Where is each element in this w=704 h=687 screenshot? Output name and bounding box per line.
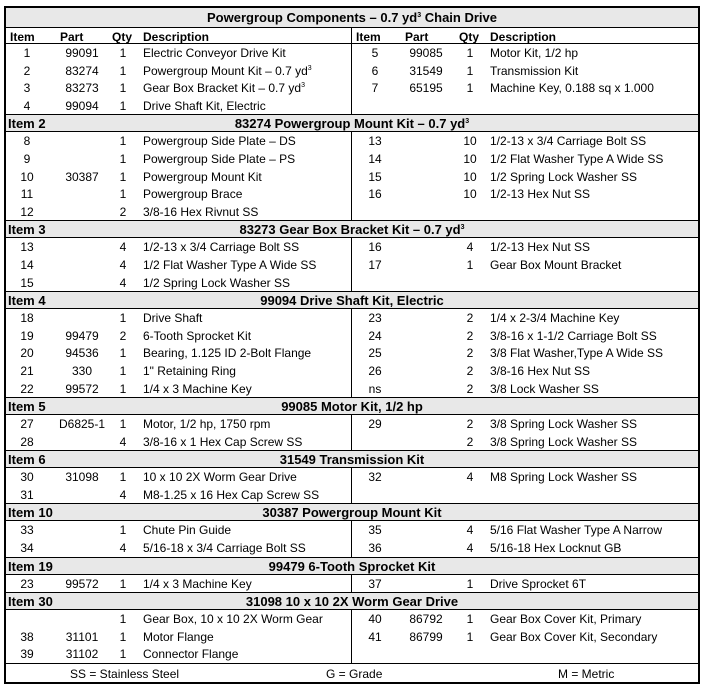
right-item-cell: 32 — [368, 470, 382, 485]
left-item-cell: 1 — [23, 46, 31, 60]
right-description-cell: 1/2 Spring Lock Washer SS — [490, 169, 637, 184]
table-row — [6, 79, 698, 97]
right-qty-cell: 2 — [466, 417, 474, 432]
left-qty-cell: 1 — [119, 470, 127, 485]
left-item-cell: 13 — [20, 240, 34, 255]
table-row — [6, 62, 698, 80]
column-divider — [351, 28, 352, 43]
section-header — [6, 114, 698, 132]
left-description-cell: 1/2-13 x 3/4 Carriage Bolt SS — [143, 240, 300, 255]
left-description-cell: Drive Shaft — [143, 311, 203, 326]
right-item-cell: 41 — [368, 629, 382, 644]
table-row — [6, 185, 698, 203]
right-qty-cell: 4 — [466, 470, 474, 485]
right-item-cell: 24 — [368, 328, 382, 343]
column-header-row — [6, 28, 698, 44]
right-qty-cell: 2 — [466, 311, 474, 326]
section-item-label: Item 19 — [8, 558, 53, 574]
left-item-cell: 10 — [20, 169, 34, 184]
right-description-cell: 5/16 Flat Washer Type A Narrow — [490, 523, 663, 538]
right-item-cell: 29 — [368, 417, 382, 432]
left-qty-cell: 2 — [119, 204, 127, 219]
left-description-cell: 5/16-18 x 3/4 Carriage Bolt SS — [143, 541, 306, 556]
left-qty-cell: 1 — [119, 647, 127, 662]
column-divider — [351, 521, 352, 539]
section-header — [6, 291, 698, 309]
column-divider — [351, 539, 352, 557]
section-item-label: Item 6 — [8, 452, 46, 468]
column-divider — [351, 203, 352, 221]
left-part-cell: 99572 — [65, 576, 99, 591]
column-divider — [351, 645, 352, 663]
right-part-cell: 65195 — [409, 81, 443, 96]
header-description: Description — [143, 30, 210, 44]
left-qty-cell: 1 — [119, 311, 127, 326]
section-item-label: Item 10 — [8, 505, 53, 521]
section-item-label: Item 30 — [8, 594, 53, 610]
right-description-cell: 1/2-13 x 3/4 Carriage Bolt SS — [490, 134, 647, 149]
left-part-cell: 83273 — [65, 81, 99, 96]
section-title: 31549 Transmission Kit — [279, 452, 425, 468]
left-item-cell: 33 — [20, 523, 34, 538]
column-divider — [351, 344, 352, 362]
right-description-cell: 1/4 x 2-3/4 Machine Key — [490, 311, 620, 326]
section-header — [6, 220, 698, 238]
left-qty-cell: 4 — [119, 257, 127, 272]
column-divider — [351, 362, 352, 380]
left-item-cell: 20 — [20, 346, 34, 361]
table-row — [6, 344, 698, 362]
right-description-cell: Drive Sprocket 6T — [490, 576, 587, 591]
left-item-cell: 30 — [20, 470, 34, 485]
right-description-cell: Gear Box Cover Kit, Secondary — [490, 629, 658, 644]
left-description-cell: Bearing, 1.125 ID 2-Bolt Flange — [143, 346, 312, 361]
left-part-cell: 94536 — [65, 346, 99, 361]
left-qty-cell: 1 — [119, 46, 127, 60]
left-part-cell: 99479 — [65, 328, 99, 343]
right-qty-cell: 2 — [466, 363, 474, 378]
left-qty-cell: 4 — [119, 275, 127, 290]
left-description-cell: 1/4 x 3 Machine Key — [143, 381, 252, 396]
right-item-cell: 25 — [368, 346, 382, 361]
left-description-cell: 10 x 10 2X Worm Gear Drive — [143, 470, 297, 485]
right-qty-cell: 1 — [466, 46, 474, 60]
column-divider — [351, 628, 352, 646]
column-divider — [351, 575, 352, 593]
right-part-cell: 99085 — [409, 46, 443, 60]
column-divider — [351, 433, 352, 451]
left-description-cell: 1/2 Spring Lock Washer SS — [143, 275, 290, 290]
right-description-cell: 5/16-18 Hex Locknut GB — [490, 541, 622, 556]
left-description-cell: Motor Flange — [143, 629, 214, 644]
table-row — [6, 203, 698, 221]
left-description-cell: 3/8-16 Hex Rivnut SS — [143, 204, 259, 219]
table-title: Powergroup Components – 0.7 $yd^3$ Chain Drive — [207, 10, 497, 25]
left-item-cell: 39 — [20, 647, 34, 662]
left-description-cell: Powergroup Mount Kit – 0.7 $yd^3$ — [143, 63, 312, 78]
table-row — [6, 150, 698, 168]
left-item-cell: 9 — [23, 151, 31, 166]
left-item-cell: 8 — [23, 134, 31, 149]
left-description-cell: 1" Retaining Ring — [143, 363, 236, 378]
right-item-cell: 7 — [371, 81, 379, 96]
section-header — [6, 450, 698, 468]
left-qty-cell: 2 — [119, 328, 127, 343]
right-description-cell: Gear Box Mount Bracket — [490, 257, 622, 272]
legend-grade: G = Grade — [326, 667, 383, 682]
left-qty-cell: 1 — [119, 629, 127, 644]
right-description-cell: 3/8 Spring Lock Washer SS — [490, 417, 637, 432]
right-item-cell: 26 — [368, 363, 382, 378]
left-item-cell: 2 — [23, 63, 31, 78]
left-description-cell: Powergroup Side Plate – PS — [143, 151, 296, 166]
right-description-cell: Machine Key, 0.188 sq x 1.000 — [490, 81, 654, 96]
section-title: 30387 Powergroup Mount Kit — [262, 505, 442, 521]
right-item-cell: 37 — [368, 576, 382, 591]
table-row — [6, 97, 698, 115]
left-description-cell: Gear Box, 10 x 10 2X Worm Gear — [143, 612, 323, 627]
section-title: 99479 6-Tooth Sprocket Kit — [268, 558, 436, 574]
table-row — [6, 645, 698, 663]
right-item-cell: 40 — [368, 612, 382, 627]
column-divider — [351, 150, 352, 168]
section-item-label: Item 4 — [8, 293, 46, 309]
right-description-cell: 3/8-16 x 1-1/2 Carriage Bolt SS — [490, 328, 657, 343]
column-divider — [351, 256, 352, 274]
header-description-right: Description — [490, 30, 557, 44]
right-qty-cell: 4 — [466, 240, 474, 255]
table-row — [6, 362, 698, 380]
left-qty-cell: 1 — [119, 134, 127, 149]
left-description-cell: Powergroup Side Plate – DS — [143, 134, 296, 149]
table-row — [6, 380, 698, 398]
table-row — [6, 238, 698, 256]
right-qty-cell: 1 — [466, 63, 474, 78]
table-row — [6, 433, 698, 451]
left-qty-cell: 1 — [119, 98, 127, 113]
right-item-cell: 35 — [368, 523, 382, 538]
left-part-cell: 31101 — [65, 629, 99, 644]
table-row — [6, 486, 698, 504]
right-part-cell: 86799 — [409, 629, 443, 644]
right-qty-cell: 1 — [466, 576, 474, 591]
right-description-cell: Gear Box Cover Kit, Primary — [490, 612, 642, 627]
left-item-cell: 18 — [20, 311, 34, 326]
left-description-cell: Motor, 1/2 hp, 1750 rpm — [143, 417, 271, 432]
right-description-cell: 3/8 Lock Washer SS — [490, 381, 599, 396]
column-divider — [351, 274, 352, 292]
table-row — [6, 575, 698, 593]
table-row — [6, 610, 698, 628]
column-divider — [351, 185, 352, 203]
left-qty-cell: 1 — [119, 169, 127, 184]
column-divider — [351, 486, 352, 504]
left-description-cell: Connector Flange — [143, 647, 239, 662]
left-qty-cell: 1 — [119, 576, 127, 591]
left-qty-cell: 4 — [119, 541, 127, 556]
right-item-cell: 6 — [371, 63, 379, 78]
left-item-cell: 19 — [20, 328, 34, 343]
right-qty-cell: 1 — [466, 81, 474, 96]
table-row — [6, 415, 698, 433]
table-row — [6, 132, 698, 150]
section-item-label: Item 2 — [8, 116, 46, 132]
header-item-right: Item — [356, 30, 381, 44]
column-divider — [351, 327, 352, 345]
right-qty-cell: 4 — [466, 541, 474, 556]
section-item-label: Item 5 — [8, 399, 46, 415]
left-part-cell: 30387 — [65, 169, 99, 184]
left-qty-cell: 1 — [119, 523, 127, 538]
column-divider — [351, 610, 352, 628]
table-row — [6, 539, 698, 557]
table-title-bar — [6, 8, 698, 28]
left-part-cell: 31102 — [65, 647, 99, 662]
section-title: 83273 Gear Box Bracket Kit – 0.7 $yd^3$ — [239, 222, 465, 238]
left-description-cell: 1/2 Flat Washer Type A Wide SS — [143, 257, 317, 272]
right-item-cell: 14 — [368, 151, 382, 166]
right-qty-cell: 10 — [463, 134, 477, 149]
section-header — [6, 397, 698, 415]
legend-stainless-steel: SS = Stainless Steel — [70, 667, 180, 682]
right-item-cell: 17 — [368, 257, 382, 272]
left-item-cell: 27 — [20, 417, 34, 432]
left-item-cell: 21 — [20, 363, 34, 378]
table-row — [6, 309, 698, 327]
table-row — [6, 468, 698, 486]
left-qty-cell: 1 — [119, 612, 127, 627]
left-qty-cell: 4 — [119, 240, 127, 255]
right-description-cell: 3/8 Flat Washer,Type A Wide SS — [490, 346, 663, 361]
table-row — [6, 327, 698, 345]
left-qty-cell: 1 — [119, 81, 127, 96]
column-divider — [351, 132, 352, 150]
left-qty-cell: 1 — [119, 417, 127, 432]
column-divider — [351, 62, 352, 80]
left-qty-cell: 1 — [119, 187, 127, 202]
right-qty-cell: 10 — [463, 169, 477, 184]
parts-list-table — [4, 6, 700, 684]
section-title: 83274 Powergroup Mount Kit – 0.7 $yd^3$ — [234, 116, 470, 132]
right-qty-cell: 2 — [466, 381, 474, 396]
right-qty-cell: 10 — [463, 151, 477, 166]
column-divider — [351, 44, 352, 62]
left-item-cell: 38 — [20, 629, 34, 644]
section-title: 99094 Drive Shaft Kit, Electric — [260, 293, 444, 309]
left-item-cell: 14 — [20, 257, 34, 272]
right-qty-cell: 4 — [466, 523, 474, 538]
left-qty-cell: 1 — [119, 151, 127, 166]
left-qty-cell: 1 — [119, 346, 127, 361]
column-divider — [351, 309, 352, 327]
table-row — [6, 168, 698, 186]
left-item-cell: 31 — [20, 487, 34, 502]
left-description-cell: 3/8-16 x 1 Hex Cap Screw SS — [143, 434, 303, 449]
section-title: 31098 10 x 10 2X Worm Gear Drive — [245, 594, 459, 610]
left-item-cell: 23 — [20, 576, 34, 591]
table-row — [6, 44, 698, 62]
table-row — [6, 521, 698, 539]
right-description-cell: 1/2 Flat Washer Type A Wide SS — [490, 151, 664, 166]
column-divider — [351, 468, 352, 486]
left-item-cell: 28 — [20, 434, 34, 449]
left-description-cell: Drive Shaft Kit, Electric — [143, 98, 266, 113]
right-description-cell: 1/2-13 Hex Nut SS — [490, 240, 591, 255]
left-item-cell: 11 — [20, 187, 34, 202]
header-item: Item — [10, 30, 35, 44]
column-divider — [351, 97, 352, 115]
left-description-cell: 6-Tooth Sprocket Kit — [143, 328, 252, 343]
header-qty-right: Qty — [459, 30, 480, 44]
table-row — [6, 628, 698, 646]
legend-row — [6, 663, 698, 682]
right-item-cell: 23 — [368, 311, 382, 326]
left-part-cell: D6825-1 — [58, 417, 106, 432]
left-item-cell: 12 — [20, 204, 34, 219]
left-item-cell: 22 — [20, 381, 34, 396]
right-qty-cell: 2 — [466, 346, 474, 361]
left-description-cell: Powergroup Brace — [143, 187, 243, 202]
left-part-cell: 99091 — [65, 46, 99, 60]
right-description-cell: Transmission Kit — [490, 63, 579, 78]
right-description-cell: 1/2-13 Hex Nut SS — [490, 187, 591, 202]
left-qty-cell: 1 — [119, 381, 127, 396]
header-part-right: Part — [405, 30, 429, 44]
legend-metric: M = Metric — [558, 667, 615, 682]
right-qty-cell: 2 — [466, 328, 474, 343]
column-divider — [351, 79, 352, 97]
section-item-label: Item 3 — [8, 222, 46, 238]
left-description-cell: 1/4 x 3 Machine Key — [143, 576, 252, 591]
left-item-cell: 34 — [20, 541, 34, 556]
right-item-cell: 16 — [368, 187, 382, 202]
header-part: Part — [60, 30, 84, 44]
right-qty-cell: 2 — [466, 434, 474, 449]
section-header — [6, 592, 698, 610]
section-header — [6, 503, 698, 521]
left-description-cell: Powergroup Mount Kit — [143, 169, 262, 184]
left-qty-cell: 1 — [119, 363, 127, 378]
right-item-cell: 13 — [368, 134, 382, 149]
column-divider — [351, 415, 352, 433]
left-description-cell: Electric Conveyor Drive Kit — [143, 46, 286, 60]
left-qty-cell: 4 — [119, 434, 127, 449]
left-part-cell: 31098 — [65, 470, 99, 485]
left-part-cell: 99094 — [65, 98, 99, 113]
right-description-cell: 3/8 Spring Lock Washer SS — [490, 434, 637, 449]
right-item-cell: ns — [368, 381, 382, 396]
header-qty: Qty — [112, 30, 133, 44]
left-qty-cell: 1 — [119, 63, 127, 78]
section-title: 99085 Motor Kit, 1/2 hp — [281, 399, 423, 415]
right-description-cell: M8 Spring Lock Washer SS — [490, 470, 637, 485]
left-item-cell: 4 — [23, 98, 31, 113]
right-item-cell: 16 — [368, 240, 382, 255]
right-item-cell: 36 — [368, 541, 382, 556]
left-part-cell: 330 — [71, 363, 93, 378]
right-description-cell: 3/8-16 Hex Nut SS — [490, 363, 591, 378]
left-part-cell: 99572 — [65, 381, 99, 396]
right-part-cell: 86792 — [409, 612, 443, 627]
section-header — [6, 557, 698, 575]
right-qty-cell: 1 — [466, 612, 474, 627]
left-qty-cell: 4 — [119, 487, 127, 502]
left-description-cell: M8-1.25 x 16 Hex Cap Screw SS — [143, 487, 320, 502]
left-part-cell: 83274 — [65, 63, 99, 78]
left-description-cell: Chute Pin Guide — [143, 523, 232, 538]
column-divider — [351, 380, 352, 398]
table-row — [6, 256, 698, 274]
right-description-cell: Motor Kit, 1/2 hp — [490, 46, 579, 60]
table-body — [6, 44, 698, 663]
right-qty-cell: 10 — [463, 187, 477, 202]
column-divider — [351, 238, 352, 256]
column-divider — [351, 168, 352, 186]
left-item-cell: 15 — [20, 275, 34, 290]
right-item-cell: 5 — [371, 46, 379, 60]
left-item-cell: 3 — [23, 81, 31, 96]
right-qty-cell: 1 — [466, 629, 474, 644]
right-item-cell: 15 — [368, 169, 382, 184]
right-qty-cell: 1 — [466, 257, 474, 272]
table-row — [6, 274, 698, 292]
right-part-cell: 31549 — [409, 63, 443, 78]
left-description-cell: Gear Box Bracket Kit – 0.7 $yd^3$ — [143, 81, 305, 96]
